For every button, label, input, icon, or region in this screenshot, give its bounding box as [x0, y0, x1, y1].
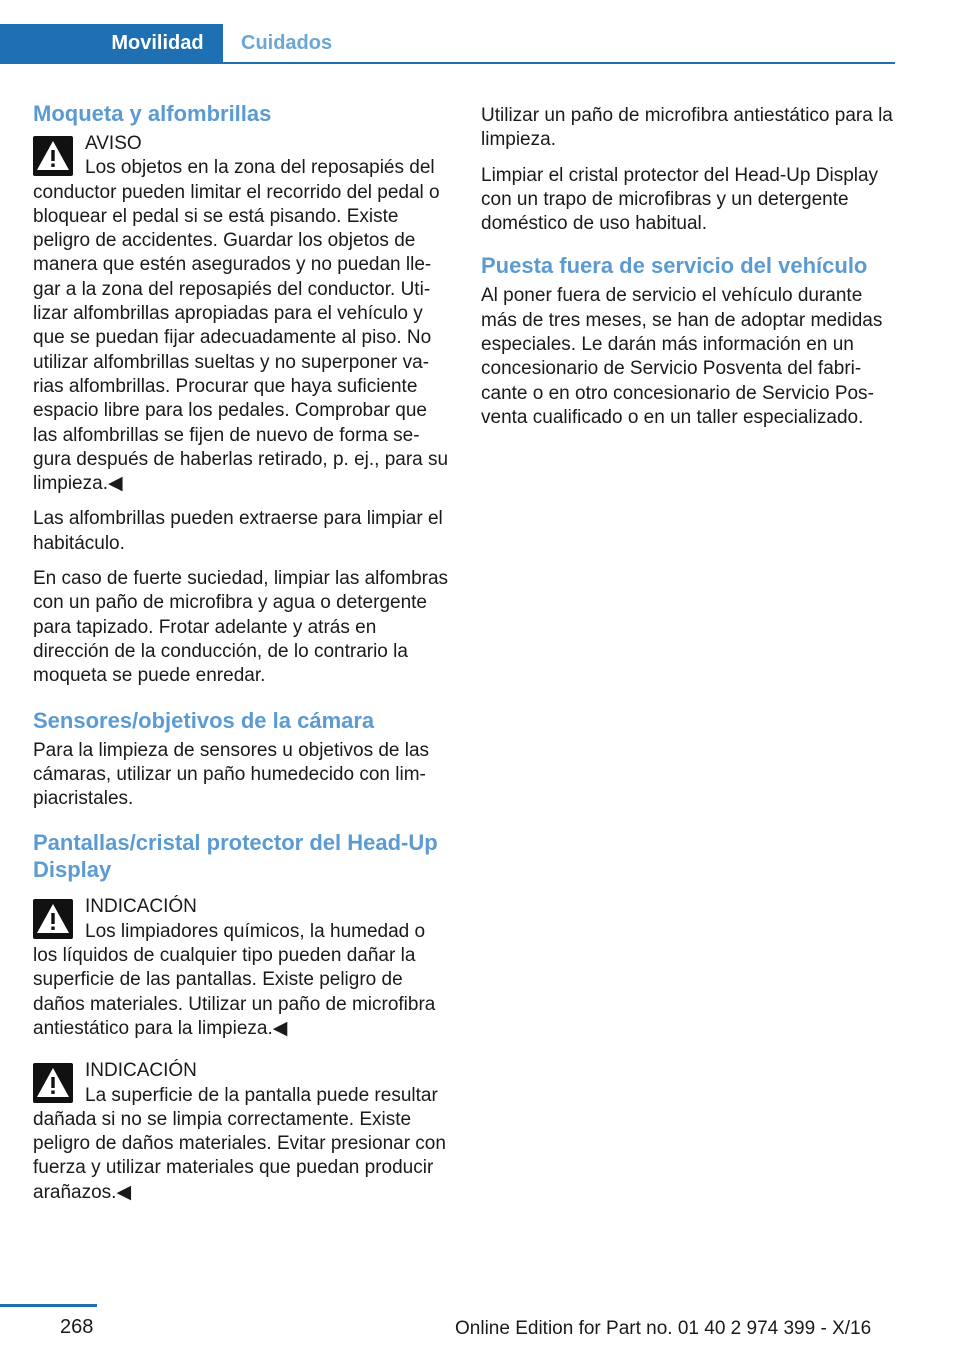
tab-cuidados[interactable]	[224, 24, 391, 62]
page-number: 268	[60, 1316, 94, 1338]
warning-text-indicacion-1: Los limpiadores químicos, la humedad o los líquidos de cualquier tipo pueden dañar la superficie de las pantallas. Existe peligro de daños materiales. Utilizar un paño de microfibra antiestático para la limpieza.◀	[33, 920, 436, 1039]
warning-triangle-icon	[33, 136, 73, 176]
tab-movilidad[interactable]	[0, 24, 223, 62]
paragraph-alfombrillas-extraer: Las alfombrillas pueden extraerse para limpiar el habitáculo.	[33, 508, 443, 554]
warning-triangle-icon	[33, 899, 73, 939]
tab-movilidad-label: Movilidad	[111, 32, 204, 54]
paragraph-suciedad: En caso de fuerte suciedad, limpiar las alfombras con un paño de microfibra y agua o detergente para tapizado. Frotar adelante y atrás en dirección de la conducción, de lo contrario la moqueta se puede enredar.	[33, 568, 449, 687]
warning-block-indicacion-1	[33, 895, 449, 1041]
paragraph-microfibra: Utilizar un paño de microfibra antiestático para la limpieza.	[481, 105, 893, 151]
paragraph-puesta-fuera: Al poner fuera de servicio el vehículo durante más de tres meses, se han de adoptar medidas especiales. Le darán más información en un concesionario de Servicio Posventa del fabricante o en otro concesionario de Servicio Posventa cualificado o en un taller especializado.	[481, 285, 883, 428]
warning-block-aviso	[33, 132, 449, 496]
paragraph-head-up: Limpiar el cristal protector del Head-Up Display con un trapo de microfibras y un detergente doméstico de uso habitual.	[481, 164, 879, 235]
section-tab-bar	[0, 24, 895, 64]
heading-pantallas: Pantallas/cristal protector del Head-Up Display	[33, 830, 438, 883]
warning-text-aviso: Los objetos en la zona del reposapiés del conductor pueden limitar el recorrido del pedal o bloquear el pedal si se está pisando. Existe peligro de accidentes. Guardar los objetos de manera que estén asegurados y no puedan llegar a la zona del reposapiés del conductor. Utilizar alfombrillas apropiadas para el vehículo y que se puedan fijar adecuadamente al piso. No utilizar alfombrillas sueltas y no superponer varias alfombrillas. Procurar que haya suficiente espacio libre para los pedales. Comprobar que las alfombrillas se fijen de nuevo de forma segura después de haberlas retirado, p. ej., para su limpieza.◀	[33, 157, 449, 495]
warning-block-indicacion-2	[33, 1059, 449, 1205]
heading-puesta-fuera: Puesta fuera de servicio del vehículo	[481, 253, 868, 279]
warning-title-indicacion-1: INDICACIÓN	[85, 896, 197, 918]
heading-sensores: Sensores/objetivos de la cámara	[33, 707, 375, 733]
left-column	[33, 100, 449, 1216]
right-column	[481, 100, 899, 441]
warning-text-indicacion-2: La superficie de la pantalla puede resultar dañada si no se limpia correctamente. Existe peligro de daños materiales. Evitar presionar con fuerza y utilizar materiales que puedan producir arañazos.◀	[33, 1084, 446, 1203]
page-number-rule	[0, 1304, 97, 1307]
paragraph-sensores: Para la limpieza de sensores u objetivos de las cámaras, utilizar un paño humedecido con limpiacristales.	[33, 739, 430, 810]
warning-title-indicacion-2: INDICACIÓN	[85, 1060, 197, 1082]
warning-title-aviso: AVISO	[85, 133, 142, 154]
warning-triangle-icon	[33, 1063, 73, 1103]
edition-footer: Online Edition for Part no. 01 40 2 974 399 - X/16	[455, 1318, 872, 1339]
tab-cuidados-label: Cuidados	[241, 32, 333, 54]
heading-moqueta: Moqueta y alfombrillas	[33, 101, 272, 126]
